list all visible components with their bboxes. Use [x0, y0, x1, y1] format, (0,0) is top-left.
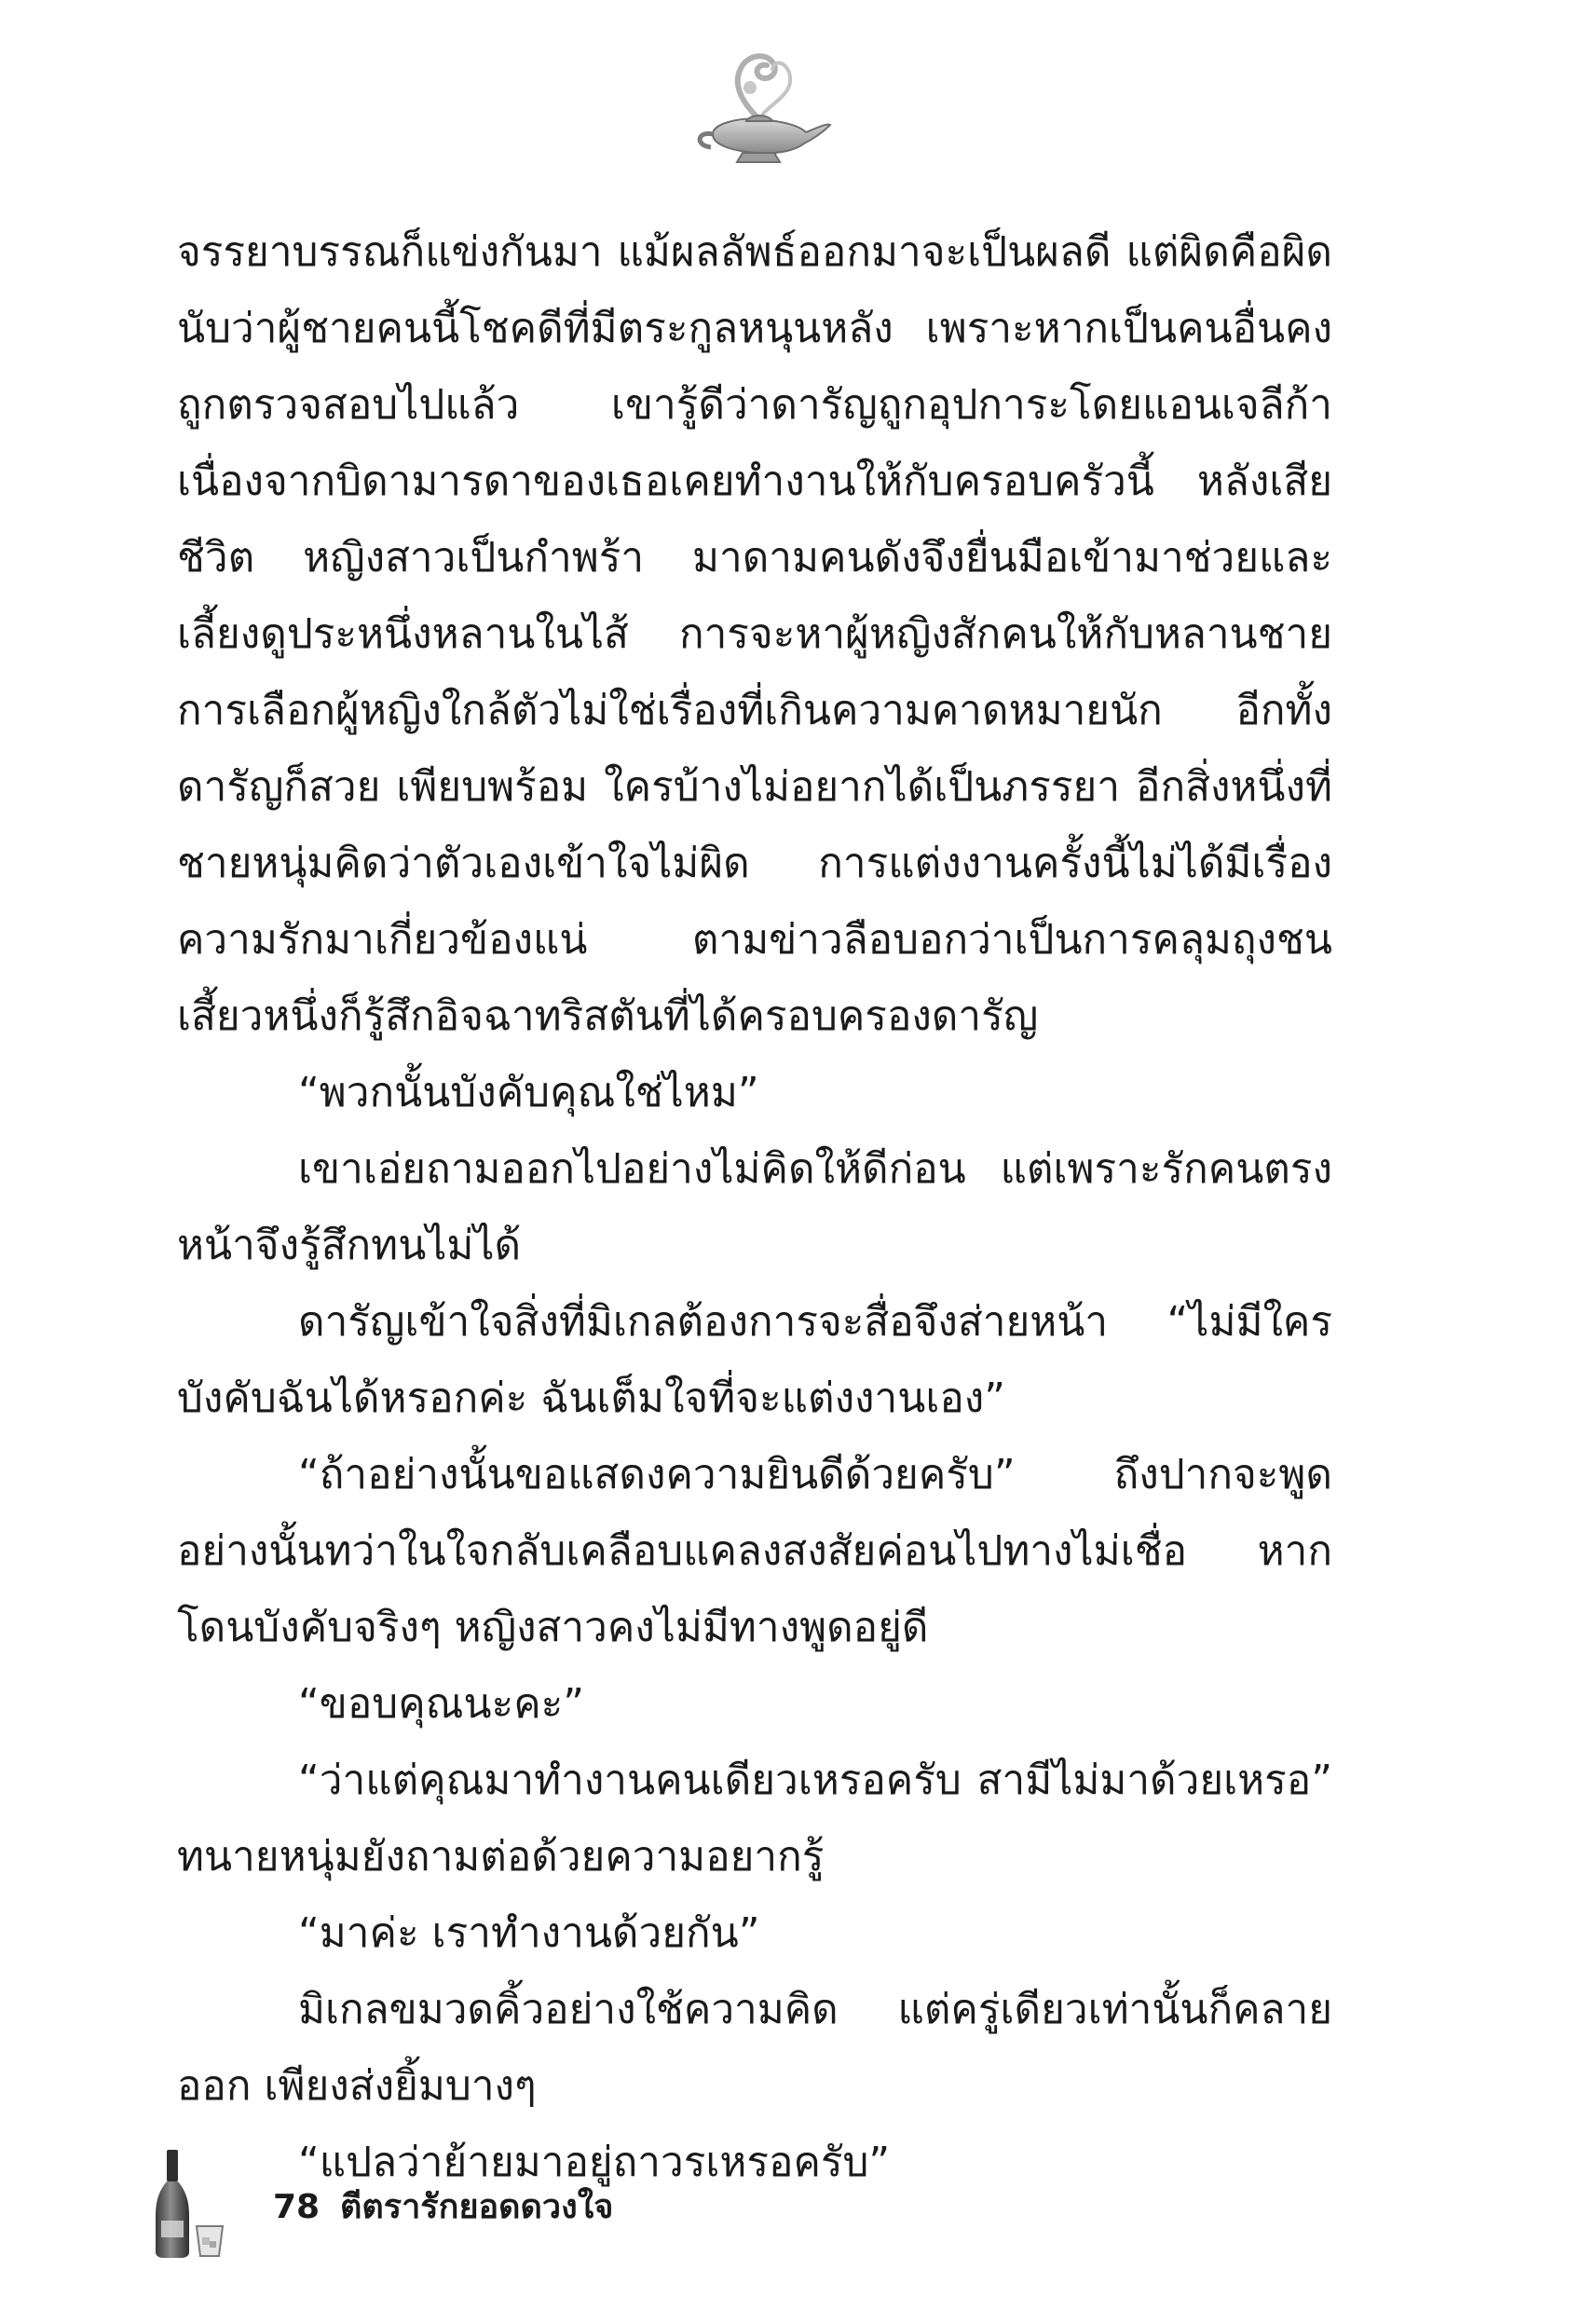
paragraph-6: “ขอบคุณนะคะ”	[298, 1680, 585, 1728]
paragraph-4: ดารัญเข้าใจสิ่งที่มิเกลต้องการจะสื่อจึงส่ายหน้า “ไม่มีใครบังคับฉันได้หรอกค่ะ ฉันเต็มใจที่จะแต่งงานเอง”	[177, 1298, 1332, 1422]
paragraph-7: “ว่าแต่คุณมาทำงานคนเดียวเหรอครับ สามีไม่มาด้วยเหรอ” ทนายหนุ่มยังถามต่อด้วยความอยากรู้	[177, 1757, 1332, 1880]
paragraph-1: จรรยาบรรณก็แข่งกันมา แม้ผลลัพธ์ออกมาจะเป็นผลดี แต่ผิดคือผิด นับว่าผู้ชายคนนี้โชคดีที่มีตระกูลหนุนหลัง เพราะหากเป็นคนอื่นคงถูกตรวจสอบไปแล้ว เขารู้ดีว่าดารัญถูกอุปการะโดยแอนเจลีก้า เนื่องจากบิดามารดาของเธอเคยทำงานให้กับครอบครัวนี้ หลังเสียชีวิต หญิงสาวเป็นกำพร้า มาดามคนดังจึงยื่นมือเข้ามาช่วยและเลี้ยงดูประหนึ่งหลานในไส้ การจะหาผู้หญิงสักคนให้กับหลานชาย การเลือกผู้หญิงใกล้ตัวไม่ใช่เรื่องที่เกินความคาดหมายนัก อีกทั้งดารัญก็สวย เพียบพร้อม ใครบ้างไม่อยากได้เป็นภรรยา อีกสิ่งหนึ่งที่ชายหนุ่มคิดว่าตัวเองเข้าใจไม่ผิด การแต่งงานครั้งนี้ไม่ได้มีเรื่องความรักมาเกี่ยวข้องแน่ ตามข่าวลือบอกว่าเป็นการคลุมถุงชน เสี้ยวหนึ่งก็รู้สึกอิจฉาทริสตันที่ได้ครอบครองดารัญ	[177, 228, 1332, 1040]
liquor-bottle-and-glass-icon	[154, 2148, 238, 2260]
paragraph-10: “แปลว่าย้ายมาอยู่ถาวรเหรอครับ”	[298, 2139, 891, 2186]
page-footer	[154, 2148, 899, 2260]
magic-lamp-icon	[685, 45, 834, 166]
paragraph-2: “พวกนั้นบังคับคุณใช่ไหม”	[298, 1069, 759, 1116]
paragraph-5: “ถ้าอย่างนั้นขอแสดงความยินดีด้วยครับ” ถึงปากจะพูดอย่างนั้นทว่าในใจกลับเคลือบแคลงสงสัยค่อนไปทางไม่เชื่อ หากโดนบังคับจริงๆ หญิงสาวคงไม่มีทางพูดอยู่ดี	[177, 1451, 1332, 1651]
paragraph-8: “มาค่ะ เราทำงานด้วยกัน”	[298, 1909, 760, 1957]
running-title: ตีตรารักยอดดวงใจ	[340, 2188, 614, 2226]
paragraph-3: เขาเอ่ยถามออกไปอย่างไม่คิดให้ดีก่อน แต่เพราะรักคนตรงหน้าจึงรู้สึกทนไม่ได้	[177, 1145, 1332, 1269]
body-text	[177, 214, 1332, 2201]
paragraph-9: มิเกลขมวดคิ้วอย่างใช้ความคิด แต่ครู่เดียวเท่านั้นก็คลายออก เพียงส่งยิ้มบางๆ	[177, 1986, 1332, 2110]
page-number: 78	[273, 2188, 321, 2226]
